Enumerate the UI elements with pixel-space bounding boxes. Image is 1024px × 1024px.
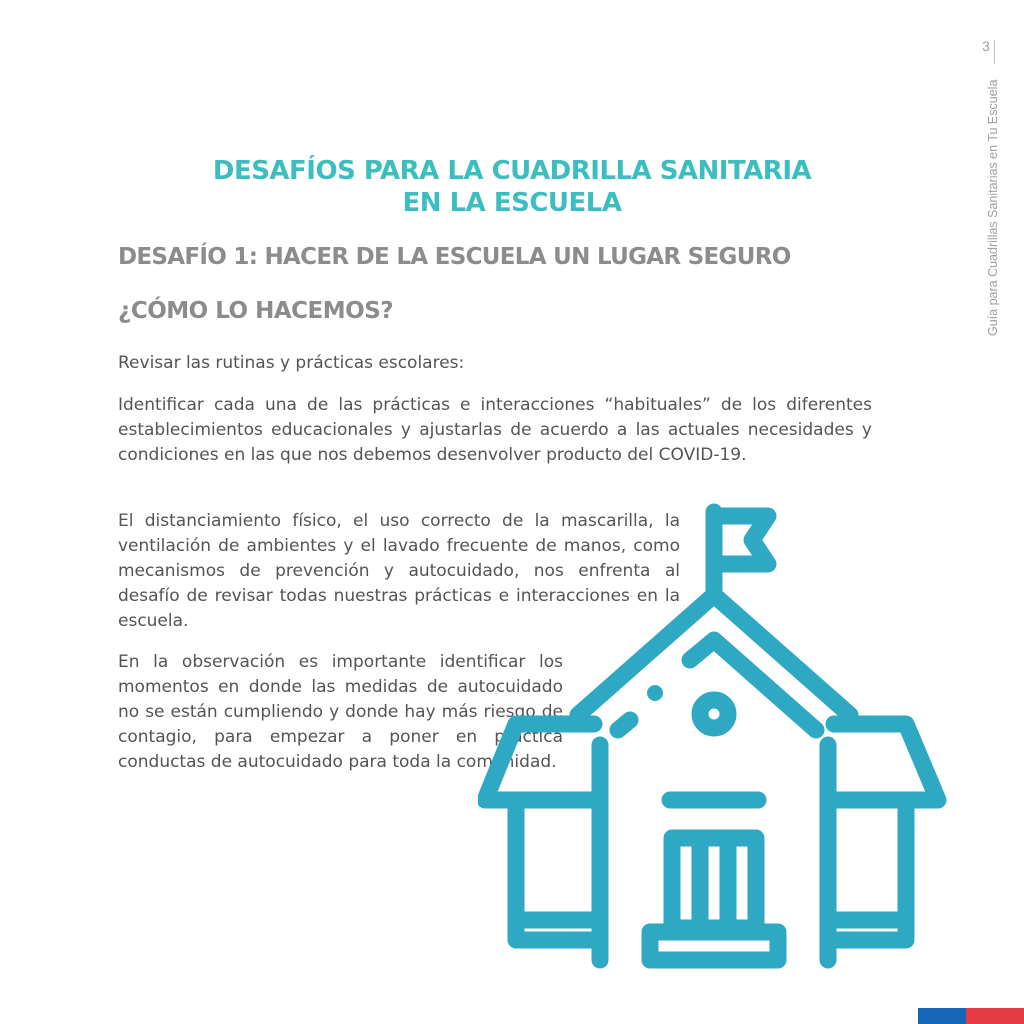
flag-stripe-red bbox=[966, 1008, 1024, 1024]
identify-paragraph: Identificar cada una de las prácticas e interacciones “habituales” de los diferentes establecimientos educacionales y ajustarlas de acuerdo a las actuales necesidades y condiciones en las que nos debemos desenvolver producto del COVID-19. bbox=[118, 395, 872, 465]
header-divider bbox=[994, 40, 995, 64]
school-building-icon bbox=[478, 500, 952, 980]
flag-stripe-blue bbox=[918, 1008, 966, 1024]
page-number: 3 bbox=[982, 38, 990, 54]
observation-paragraph: En la observación es importante identificar los momentos en donde las medidas de autocuidado no se están cumpliendo y donde hay más riesgo de contagio, para empezar a poner en práctica conductas de autocuidado para toda la comunidad. bbox=[118, 652, 563, 772]
distancing-paragraph: El distanciamiento físico, el uso correcto de la mascarilla, la ventilación de ambientes y el lavado frecuente de manos, como mecanismos de prevención y autocuidado, nos enfrenta al desafío de revisar todas nuestras prácticas e interacciones en la escuela. bbox=[118, 511, 680, 631]
intro-paragraph: Revisar las rutinas y prácticas escolares: bbox=[118, 353, 465, 373]
how-heading: ¿CÓMO LO HACEMOS? bbox=[118, 298, 394, 324]
page-title-line-1: DESAFÍOS PARA LA CUADRILLA SANITARIA bbox=[212, 156, 812, 186]
page-title-line-2: EN LA ESCUELA bbox=[402, 188, 622, 218]
page-title bbox=[150, 155, 874, 219]
challenge-heading: DESAFÍO 1: HACER DE LA ESCUELA UN LUGAR SEGURO bbox=[118, 244, 791, 270]
running-header: Guía para Cuadrillas Sanitarias en Tu Escuela bbox=[986, 79, 1000, 336]
